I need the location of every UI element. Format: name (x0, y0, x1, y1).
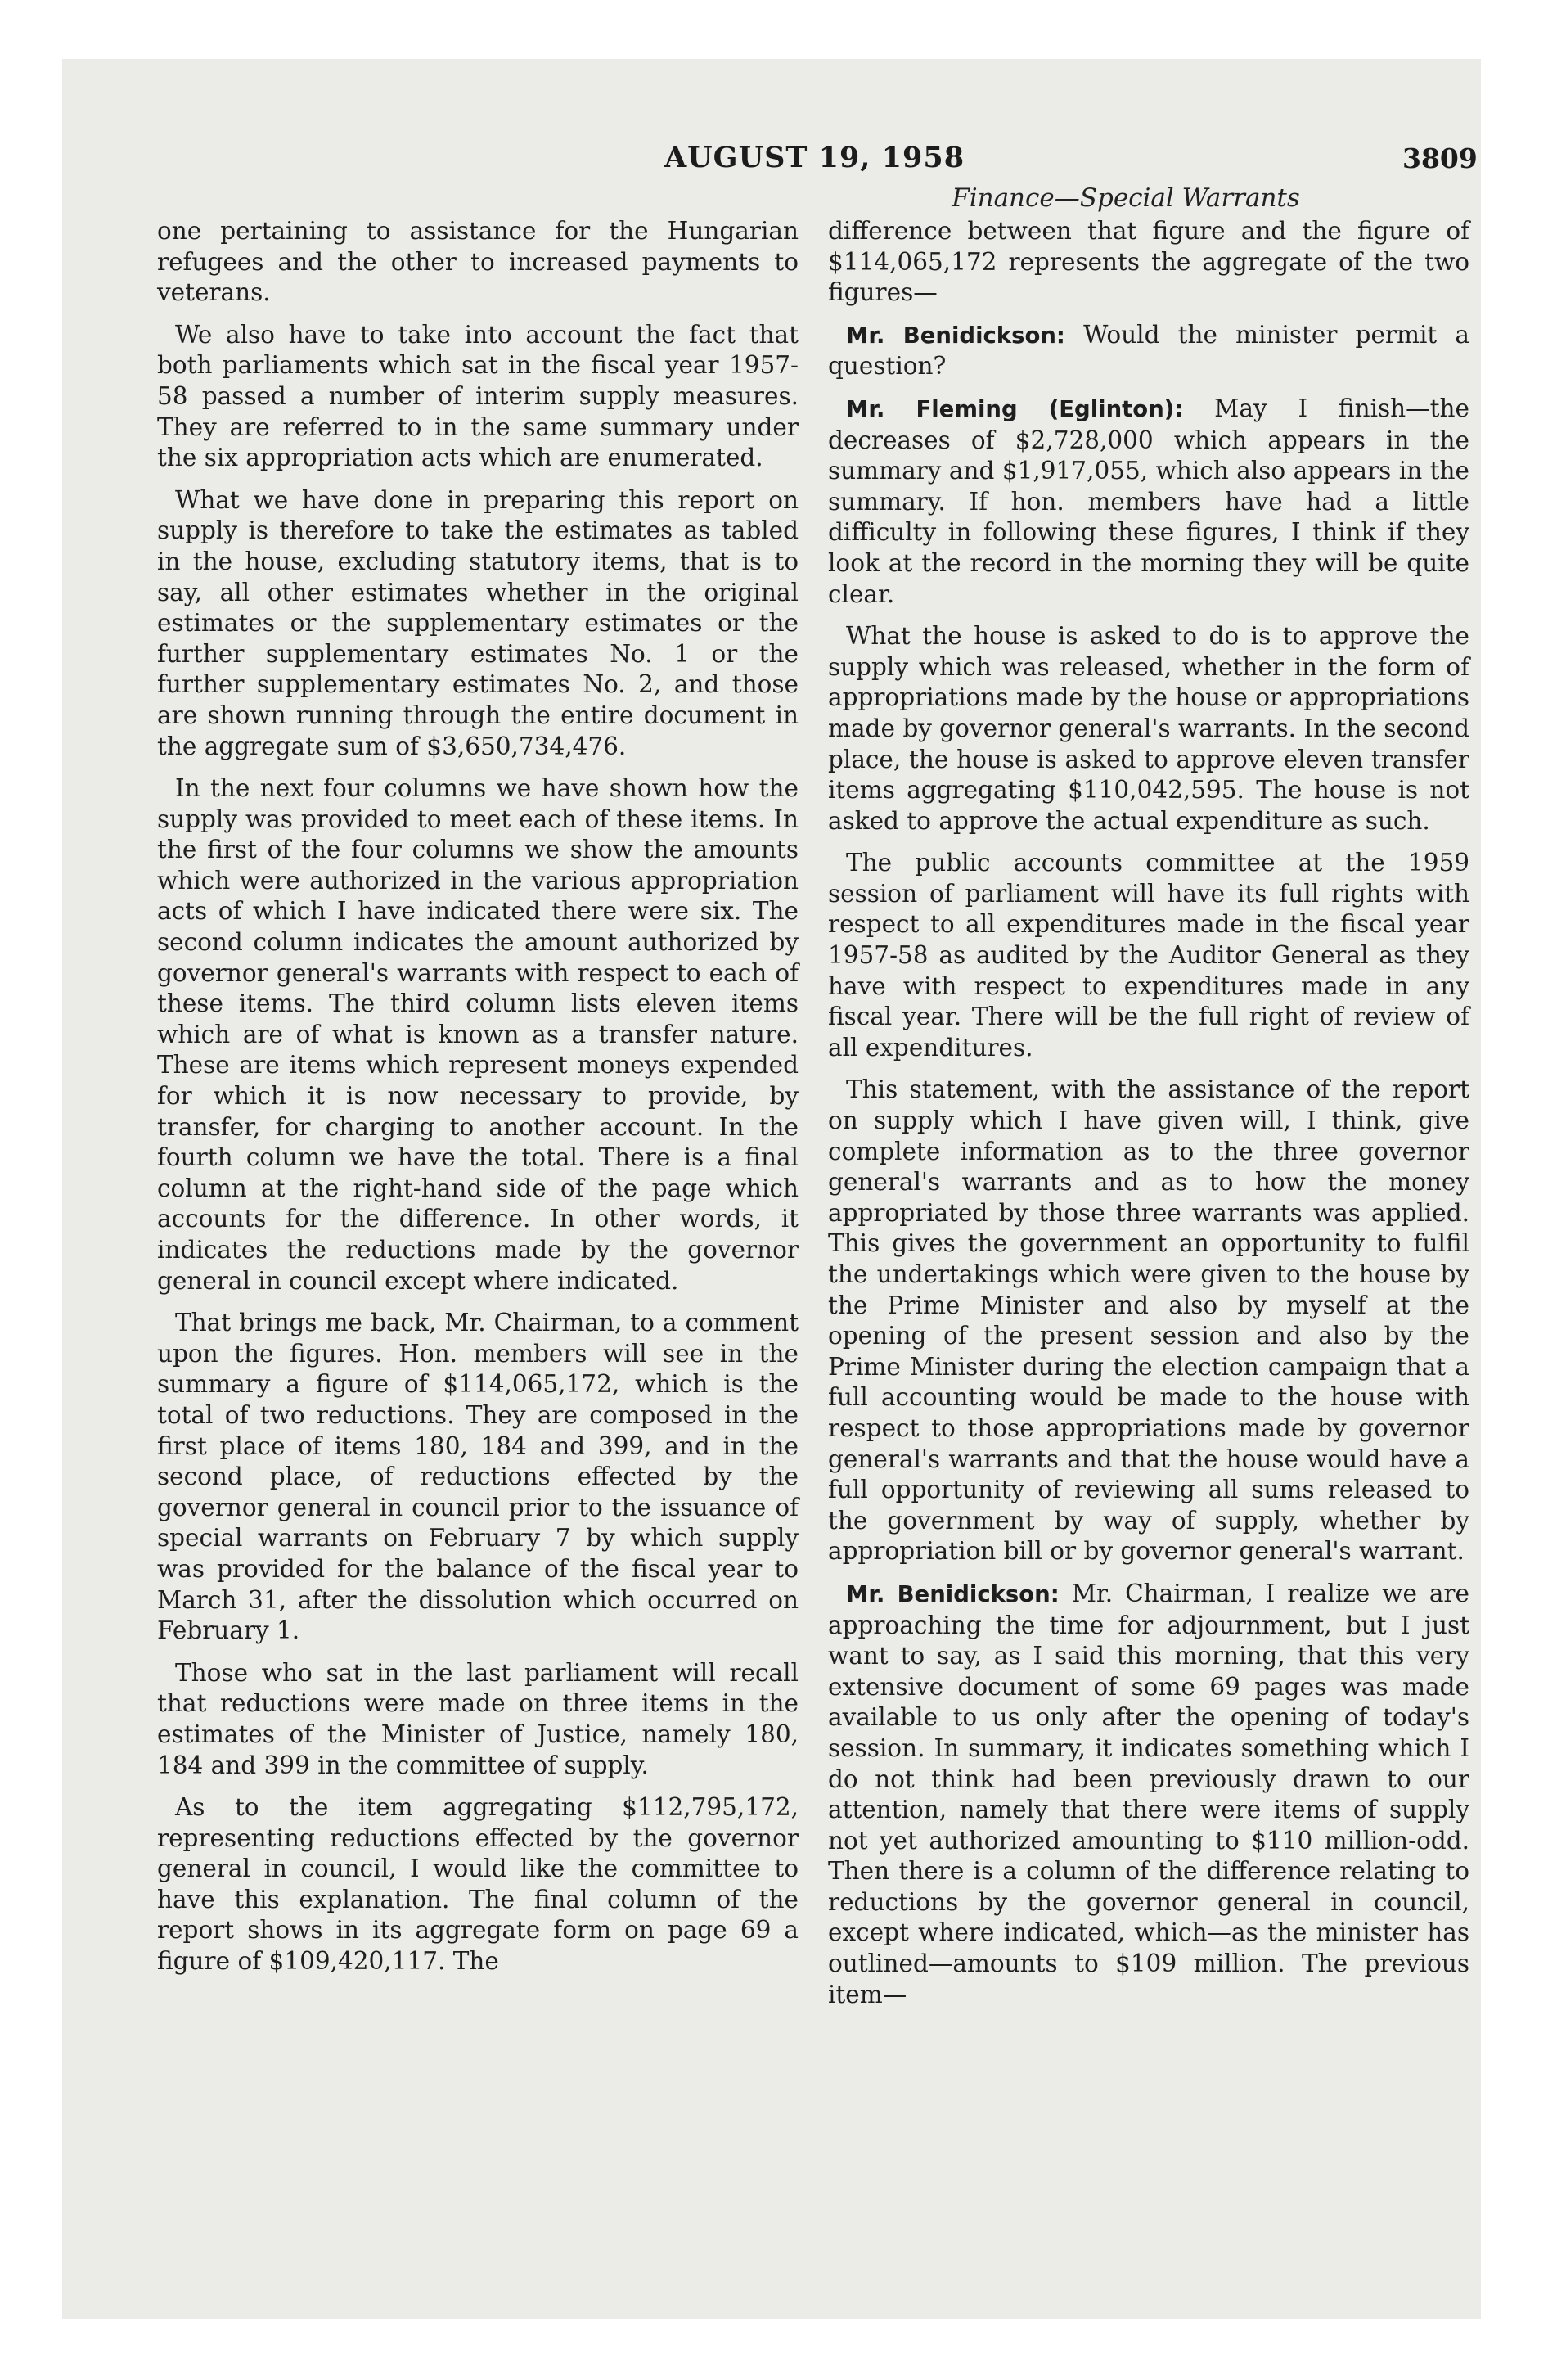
paragraph: What the house is asked to do is to approve the supply which was released, whether in the form of appropriations made by the house or appropriations made by governor general's warrants. In the second place, the house is asked to approve eleven transfer items aggregating $110,042,595. The house is not asked to approve the actual expenditure as such. (828, 622, 1469, 835)
speech-paragraph (828, 320, 1469, 382)
right-column (828, 216, 1469, 2022)
paragraph: That brings me back, Mr. Chairman, to a comment upon the figures. Hon. members will see in the summary a figure of $114,065,172, which is the total of two reductions. They are composed in the first place of items 180, 184 and 399, and in the second place, of reductions effected by the governor general in council prior to the issuance of special warrants on February 7 by which supply was provided for the balance of the fiscal year to March 31, after the dissolution which occurred on February 1. (157, 1309, 799, 1645)
speaker-name: Mr. Benidickson: (846, 1580, 1060, 1607)
section-heading: Finance—Special Warrants (952, 183, 1300, 213)
speaker-name: Mr. Benidickson: (846, 322, 1065, 349)
page-sheet (62, 59, 1481, 2319)
speaker-name: Mr. Fleming (Eglinton): (846, 395, 1184, 422)
paragraph: As to the item aggregating $112,795,172, representing reductions effected by the governor general in council, I would like the committee to have this explanation. The final column of the report shows in its aggregate form on page 69 a figure of $109,420,117. The (157, 1793, 799, 1976)
paragraph: one pertaining to assistance for the Hungarian refugees and the other to increased payments to veterans. (157, 217, 799, 307)
paragraph: Those who sat in the last parliament will recall that reductions were made on three items in the estimates of the Minister of Justice, namely 180, 184 and 399 in the committee of supply. (157, 1658, 799, 1779)
left-column (157, 216, 799, 1989)
speech-text: Mr. Chairman, I realize we are approaching the time for adjournment, but I just want to say, as I said this morning, that this very extensive document of some 69 pages was made available to us only after the opening of today's session. In summary, it indicates something which I do not think had been previously drawn to our attention, namely that there were items of supply not yet authorized amounting to $110 million-odd. Then there is a column of the difference relating to reductions by the governor general in council, except where indicated, which—as the minister has outlined—amounts to $109 million. The previous item— (828, 1579, 1469, 2008)
page-date: AUGUST 19, 1958 (664, 141, 965, 174)
paragraph: The public accounts committee at the 1959 session of parliament will have its full rights with respect to all expenditures made in the fiscal year 1957-58 as audited by the Auditor General as they have with respect to expenditures made in any fiscal year. There will be the full right of review of all expenditures. (828, 849, 1469, 1062)
paragraph: What we have done in preparing this report on supply is therefore to take the estimates as tabled in the house, excluding statutory items, that is to say, all other estimates whether in the original estimates or the supplementary estimates or the further supplementary estimates No. 1 or the further supplementary estimates No. 2, and those are shown running through the entire document in the aggregate sum of $3,650,734,476. (157, 485, 799, 760)
speech-text: Would the minister permit a question? (828, 320, 1469, 381)
speech-paragraph (828, 394, 1469, 610)
paragraph: difference between that figure and the figure of $114,065,172 represents the aggregate of the two figures— (828, 217, 1469, 307)
page-number: 3809 (1402, 142, 1478, 174)
speech-text: May I finish—the decreases of $2,728,000 which appears in the summary and $1,917,055, which also appears in the summary. If hon. members have had a little difficulty in following these figures, I think if they look at the record in the morning they will be quite clear. (828, 394, 1469, 608)
paragraph: In the next four columns we have shown how the supply was provided to meet each of these items. In the first of the four columns we show the amounts which were authorized in the various appropriation acts of which I have indicated there were six. The second column indicates the amount authorized by governor general's warrants with respect to each of these items. The third column lists eleven items which are of what is known as a transfer nature. These are items which represent moneys expended for which it is now necessary to provide, by transfer, for charging to another account. In the fourth column we have the total. There is a final column at the right-hand side of the page which accounts for the difference. In other words, it indicates the reductions made by the governor general in council except where indicated. (157, 774, 799, 1295)
paragraph: We also have to take into account the fact that both parliaments which sat in the fiscal year 1957-58 passed a number of interim supply measures. They are referred to in the same summary under the six appropriation acts which are enumerated. (157, 320, 799, 472)
paragraph: This statement, with the assistance of the report on supply which I have given will, I think, give complete information as to the three governor general's warrants and as to how the money appropriated by those three warrants was applied. This gives the government an opportunity to fulfil the undertakings which were given to the house by the Prime Minister and also by myself at the opening of the present session and also by the Prime Minister during the election campaign that a full accounting would be made to the house with respect to those appropriations made by governor general's warrants and that the house would have a full opportunity of reviewing all sums released to the government by way of supply, whether by appropriation bill or by governor general's warrant. (828, 1075, 1469, 1566)
speech-paragraph (828, 1579, 1469, 2010)
